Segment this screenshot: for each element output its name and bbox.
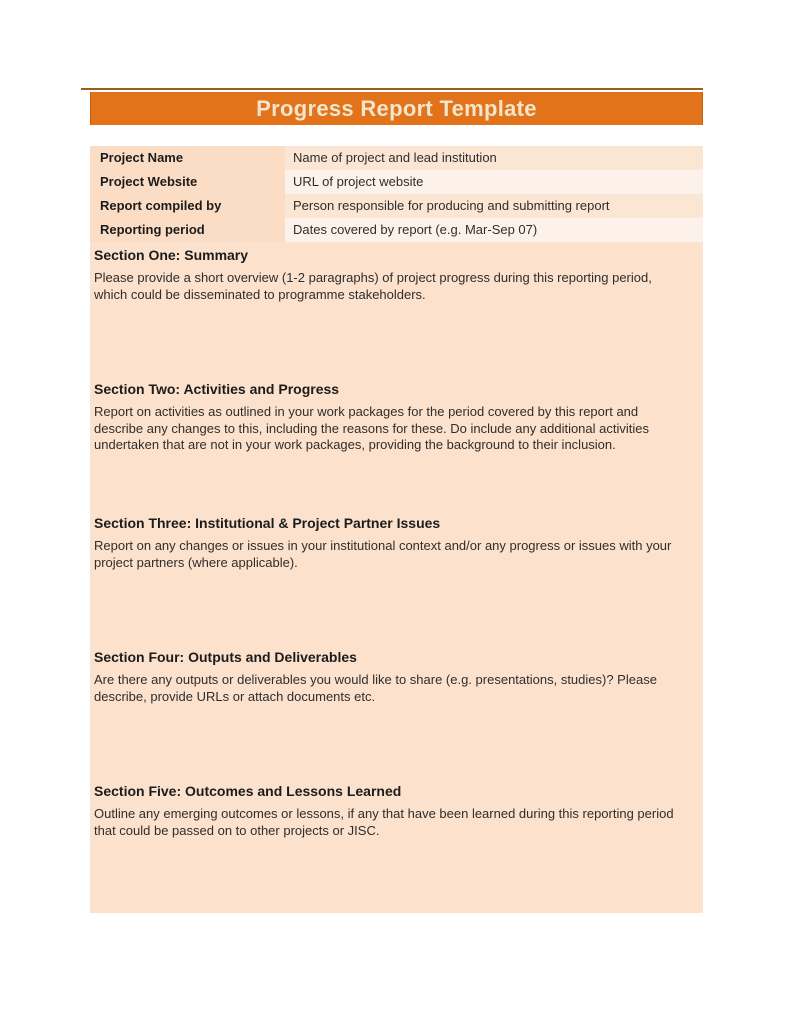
header-top-rule (81, 88, 703, 90)
section-three-partner-issues (90, 510, 703, 644)
report-title-bar (90, 92, 703, 125)
section-heading: Section Four: Outputs and Deliverables (94, 649, 357, 665)
project-website-label: Project Website (90, 170, 285, 194)
report-compiled-by-label: Report compiled by (90, 194, 285, 218)
table-row (90, 146, 703, 170)
reporting-period-field[interactable]: Dates covered by report (e.g. Mar-Sep 07) (285, 218, 703, 242)
section-heading: Section Three: Institutional & Project Partner Issues (94, 515, 441, 531)
section-one-summary (90, 242, 703, 376)
project-website-field[interactable]: URL of project website (285, 170, 703, 194)
reporting-period-label: Reporting period (90, 218, 285, 242)
section-instructions: Report on any changes or issues in your institutional context and/or any progress or issues with your project partners (where applicable). (94, 538, 672, 570)
project-meta-table (90, 146, 703, 242)
report-body (90, 242, 703, 913)
section-heading: Section Five: Outcomes and Lessons Learned (94, 783, 402, 799)
table-row (90, 218, 703, 242)
section-two-activities-progress (90, 376, 703, 510)
page-title: Progress Report Template (256, 95, 537, 121)
section-four-outputs-deliverables (90, 644, 703, 778)
section-instructions: Outline any emerging outcomes or lessons, if any that have been learned during this reporting period that could be passed on to other projects or JISC. (94, 806, 674, 838)
section-heading: Section One: Summary (94, 247, 249, 263)
section-instructions: Are there any outputs or deliverables you would like to share (e.g. presentations, studies)? Please describe, provide URLs or attach documents etc. (94, 672, 657, 704)
section-instructions: Report on activities as outlined in your work packages for the period covered by this report and describe any changes to this, including the reasons for these. Do include any additional activities undertaken that are not in your work packages, providing the background to their inclusion. (94, 404, 649, 452)
section-five-outcomes-lessons (90, 778, 703, 913)
table-row (90, 194, 703, 218)
project-name-label: Project Name (90, 146, 285, 170)
project-name-field[interactable]: Name of project and lead institution (285, 146, 703, 170)
section-instructions: Please provide a short overview (1-2 paragraphs) of project progress during this reporting period, which could be disseminated to programme stakeholders. (94, 270, 652, 302)
table-row (90, 170, 703, 194)
report-compiled-by-field[interactable]: Person responsible for producing and submitting report (285, 194, 703, 218)
section-heading: Section Two: Activities and Progress (94, 381, 340, 397)
